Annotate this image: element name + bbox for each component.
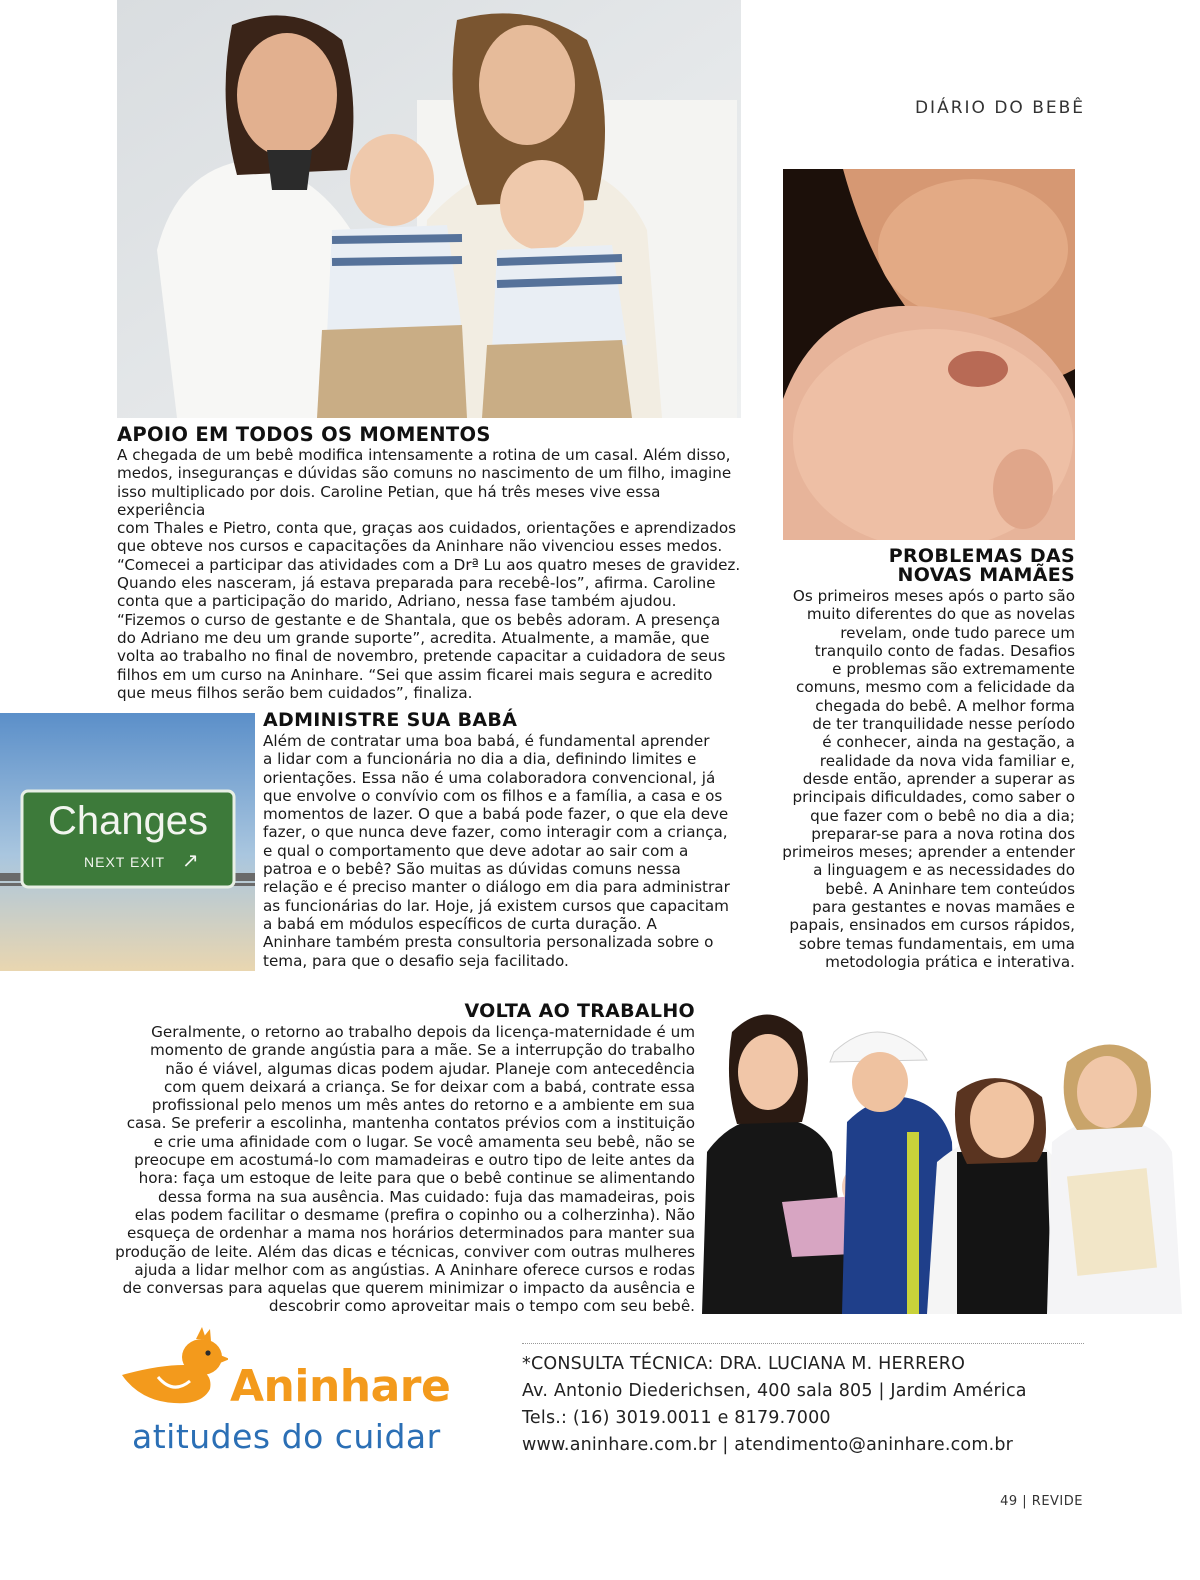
- text-line: com quem deixará a criança. Se for deixar com a babá, contrate essa: [164, 1077, 695, 1096]
- text-line: Geralmente, o retorno ao trabalho depois da licença-maternidade é um: [151, 1023, 695, 1041]
- text-line: que envolve o convívio com os filhos e a família, a casa e os: [263, 786, 723, 805]
- text-line: não é viável, algumas dicas podem ajudar. Planeje com antecedência: [165, 1059, 695, 1078]
- text-line: tema, para que o desafio seja facilitado.: [263, 951, 569, 970]
- text-line: esqueça de ordenhar a mama nos horários determinados para manter sua: [127, 1224, 695, 1243]
- technical-consult: *CONSULTA TÉCNICA: DRA. LUCIANA M. HERRERO: [522, 1354, 966, 1374]
- page-number: 49 | REVIDE: [1000, 1494, 1083, 1509]
- text-line: isso multiplicado por dois. Caroline Petian, que há três meses vive essa experiência: [117, 482, 661, 519]
- text-line: elas podem facilitar o desmame (prefira o copinho ou a colherzinha). Não: [134, 1205, 695, 1224]
- article-body: [775, 587, 1075, 971]
- text-line: “Fizemos o curso de gestante e de Shantala, que os bebês adoram. A presença: [117, 610, 721, 629]
- logo-name: Aninhare: [230, 1361, 451, 1412]
- text-line: de conversas para aquelas que querem minimizar o impacto da ausência e: [122, 1279, 695, 1298]
- text-line: comuns, mesmo com a felicidade da: [795, 678, 1075, 697]
- text-line: que meus filhos serão bem cuidados”, finaliza.: [117, 683, 473, 702]
- text-line: conta que a participação do marido, Adriano, nessa fase também ajudou.: [117, 592, 677, 611]
- text-line: filhos em um curso na Aninhare. “Sei que assim ficarei mais segura e acredito: [117, 665, 713, 684]
- text-line: casa. Se preferir a escolinha, mantenha contatos prévios com a instituição: [126, 1114, 695, 1133]
- text-line: dessa forma na sua ausência. Mas cuidado: fuja das mamadeiras, pois: [157, 1187, 695, 1206]
- phones: Tels.: (16) 3019.0011 e 8179.7000: [522, 1408, 831, 1428]
- text-line: e problemas são extremamente: [832, 660, 1075, 679]
- text-line: bebê. A Aninhare tem conteúdos: [825, 879, 1075, 898]
- text-line: medos, inseguranças e dúvidas são comuns no nascimento de um filho, imagine: [117, 464, 732, 483]
- text-line: de ter tranquilidade nesse período: [812, 715, 1075, 734]
- text-line: preparar-se para a nova rotina dos: [811, 824, 1075, 843]
- title-line: NOVAS MAMÃES: [897, 564, 1075, 586]
- text-line: volta ao trabalho no final de novembro, pretende capacitar a cuidadora de seus: [117, 647, 726, 666]
- text-line: Os primeiros meses após o parto são: [792, 587, 1075, 605]
- text-line: Quando eles nasceram, já estava preparada para recebê-los”, afirma. Caroline: [117, 574, 716, 593]
- text-line: a linguagem e as necessidades do: [813, 861, 1075, 880]
- sign-exit-text: NEXT EXIT: [84, 854, 166, 870]
- text-line: A chegada de um bebê modifica intensamente a rotina de um casal. Além disso,: [117, 446, 731, 464]
- mother-kissing-newborn-photo: [783, 169, 1075, 540]
- text-line: as funcionárias do lar. Hoje, já existem cursos que capacitam: [263, 896, 729, 915]
- text-line: principais dificuldades, como saber o: [792, 788, 1075, 807]
- section-label: DIÁRIO DO BEBÊ: [914, 98, 1085, 118]
- text-line: descobrir como aproveitar mais o tempo com seu bebê.: [268, 1297, 695, 1316]
- article-title: VOLTA AO TRABALHO: [464, 1000, 695, 1022]
- text-line: para gestantes e novas mamães e: [812, 898, 1075, 917]
- article-title: ADMINISTRE SUA BABÁ: [263, 709, 518, 731]
- text-line: fazer, o que nunca deve fazer, como interagir com a criança,: [263, 823, 728, 842]
- text-line: primeiros meses; aprender a entender: [782, 843, 1075, 862]
- text-line: profissional pelo menos um mês antes do retorno e a ambiente em sua: [151, 1096, 695, 1115]
- text-line: muito diferentes do que as novelas: [806, 605, 1075, 624]
- text-line: metodologia prática e interativa.: [825, 952, 1075, 971]
- text-line: e qual o comportamento que deve adotar ao sair com a: [263, 841, 689, 860]
- text-line: que fazer com o bebê no dia a dia;: [810, 806, 1075, 825]
- text-line: patroa e o bebê? São muitas as dúvidas comuns nessa: [263, 860, 681, 879]
- text-line: a lidar com a funcionária no dia a dia, definindo limites e: [263, 750, 697, 769]
- text-line: chegada do bebê. A melhor forma: [815, 696, 1075, 715]
- text-line: momento de grande angústia para a mãe. Se a interrupção do trabalho: [149, 1041, 695, 1060]
- mothers-with-twins-photo: [117, 0, 741, 418]
- article-title: APOIO EM TODOS OS MOMENTOS: [117, 423, 491, 446]
- article-baba: [263, 711, 753, 970]
- text-line: Além de contratar uma boa babá, é fundamental aprender: [263, 732, 710, 750]
- logo-tagline: atitudes do cuidar: [132, 1417, 441, 1456]
- working-mothers-group-photo: [702, 1002, 1191, 1314]
- aninhare-logo: [118, 1325, 498, 1460]
- text-line: com Thales e Pietro, conta que, graças aos cuidados, orientações e aprendizados: [117, 519, 737, 538]
- address: Av. Antonio Diederichsen, 400 sala 805 | Jardim América: [522, 1381, 1027, 1401]
- website-email[interactable]: www.aninhare.com.br | atendimento@aninhare.com.br: [522, 1435, 1014, 1455]
- title-line: PROBLEMAS DAS: [888, 545, 1075, 567]
- text-line: orientações. Essa não é uma colaboradora convencional, já: [263, 768, 716, 787]
- text-line: papais, ensinados em cursos rápidos,: [789, 916, 1075, 935]
- text-line: a babá em módulos específicos de curta duração. A: [263, 914, 657, 933]
- text-line: tranquilo conto de fadas. Desafios: [814, 641, 1075, 660]
- text-line: que obteve nos cursos e capacitações da Aninhare não vivenciou esses medos.: [117, 537, 723, 556]
- text-line: “Comecei a participar das atividades com a Drª Lu aos quatro meses de gravidez.: [117, 555, 741, 574]
- text-line: preocupe em acostumá-lo com mamadeiras e outro tipo de leite antes da: [134, 1151, 695, 1170]
- text-line: Aninhare também presta consultoria personalizada sobre o: [263, 933, 714, 952]
- text-line: e crie uma afinidade com o lugar. Se você amamenta seu bebê, não se: [153, 1132, 695, 1151]
- text-line: produção de leite. Além das dicas e técnicas, conviver com outras mulheres: [115, 1242, 695, 1261]
- text-line: relação e é preciso manter o diálogo em dia para administrar: [263, 878, 730, 897]
- changes-sign-photo: [0, 713, 255, 971]
- text-line: hora: faça um estoque de leite para que o bebê continue se alimentando: [138, 1169, 695, 1188]
- text-line: realidade da nova vida familiar e,: [819, 751, 1075, 770]
- text-line: ajuda a lidar melhor com as angústias. A Aninhare oferece cursos e rodas: [134, 1260, 695, 1279]
- arrow-up-right-icon: ↗: [182, 848, 199, 872]
- article-trabalho: [115, 1002, 695, 1316]
- sign-text: Changes: [47, 799, 209, 843]
- text-line: do Adriano me deu um grande suporte”, acredita. Atualmente, a mamãe, que: [117, 628, 710, 647]
- text-line: desde então, aprender a superar as: [802, 769, 1075, 788]
- article-body: [115, 1023, 695, 1316]
- text-line: sobre temas fundamentais, em uma: [798, 934, 1075, 953]
- text-line: revelam, onde tudo parece um: [840, 623, 1075, 642]
- article-body: [263, 732, 753, 970]
- contact-block: [522, 1351, 1082, 1459]
- article-title: [775, 547, 1075, 585]
- article-body: [117, 446, 747, 702]
- text-line: é conhecer, ainda na gestação, a: [822, 733, 1075, 752]
- article-problemas: [775, 547, 1075, 971]
- article-apoio: [117, 425, 747, 702]
- divider: [522, 1343, 1084, 1344]
- bird-icon: [118, 1325, 228, 1405]
- text-line: momentos de lazer. O que a babá pode fazer, o que ela deve: [263, 805, 729, 824]
